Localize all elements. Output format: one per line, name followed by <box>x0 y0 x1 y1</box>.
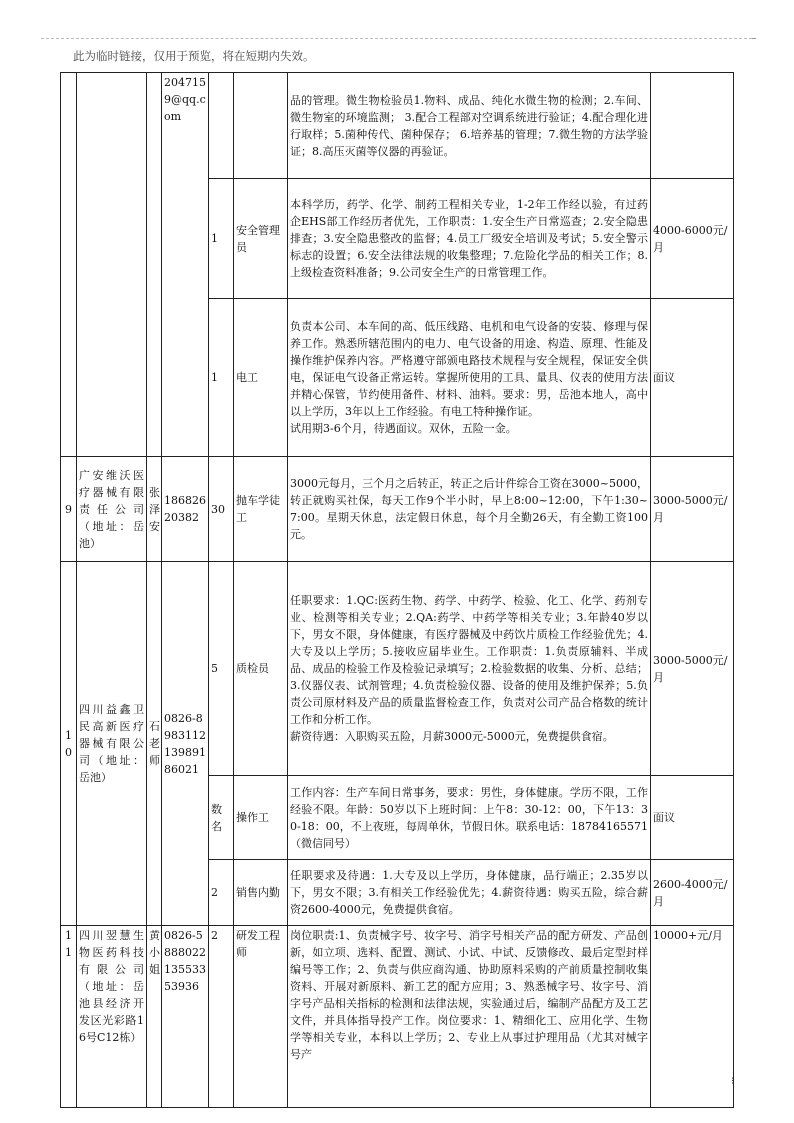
headcount-cell: 2 <box>209 926 234 1108</box>
row-number-cell: 9 <box>61 457 77 562</box>
requirements-text: 任职要求：1.QC:医药生物、药学、中药学、检验、化工、化学、药剂专业、检测等相关专业；2.QA:药学、中药学等相关专业；3.年龄40岁以下，男女不限，身体健康，有医疗器械及中药饮片质检工作经验优先；4.大专及以上学历；5.接收应届毕业生。工作职责：1.负责原辅料、半成品、成品的检验工作及检验记录填写；2.检验数据的收集、分析、总结；3.仪器仪表、试剂管理；4.负责检验仪器、设备的使用及维护保养；5.负责公司原材料及产品的质量监督检查工作，负责对公司产品合格数的统计工作和分析工作。 <box>290 594 648 726</box>
requirements-extra: 薪资待遇：入职购买五险，月薪3000元-5000元，免费提供食宿。 <box>290 730 614 743</box>
contact-phone-cell: 0826-8 983112 139891 86021 <box>162 562 209 926</box>
contact-email: 204715 9@qq.c om <box>164 76 206 123</box>
page-corner-mark <box>752 38 756 45</box>
salary-cell <box>651 73 734 179</box>
company-cell: 四川翌慧生物医药科技有限公司（地址：岳池县经济开发区光彩路16号C12栋） <box>77 926 147 1108</box>
page-edge-mark: ⁝ <box>731 1076 735 1087</box>
requirements-cell: 3000元每月，三个月之后转正，转正之后计件综合工资在3000~5000，转正就购买社保，每天工作9个半小时，早上8:00~12:00，下午1:30~7:00。星期天休息，法定假日休息，每个月全勤26天，有全勤工资100元。 <box>288 457 651 562</box>
company-cell: 广安维沃医疗器械有限责任公司（地址：岳池） <box>77 457 147 562</box>
position-cell: 质检员 <box>234 562 288 776</box>
requirements-cell: 工作内容：生产车间日常事务，要求：男性，身体健康。学历不限，工作经验不限。年龄：50岁以下上班时间：上午8：30-12：00，下午13：30-18：00，不上夜班，每周单休，节假日休。联系电话：18784165571（微信同号） <box>288 776 651 860</box>
salary-cell: 面议 <box>651 299 734 457</box>
salary-cell: 3000-5000元/月 <box>651 562 734 776</box>
salary-cell: 10000+元/月 <box>651 926 734 1108</box>
contact-person-cell: 张泽安 <box>147 457 162 562</box>
headcount-cell <box>209 73 234 179</box>
salary-cell: 2600-4000元/月 <box>651 860 734 926</box>
requirements-extra: 试用期3-6个月，待遇面议。双休，五险一金。 <box>290 422 517 435</box>
requirements-cell <box>288 299 651 457</box>
requirements-cell: 岗位职责:1、负责械字号、妆字号、消字号相关产品的配方研发、产品创新，如立项、选料、配置、测试、小试、中试、反馈修改、最后定型封样编号等工作；2、负责与供应商沟通、协助原料采购的产前质量控制收集资料、开展对新原料、新工艺的配方应用；3、熟悉械字号、妆字号、消字号产品相关指标的检测和法律法规，实验通过后，编制产品配方及工艺文件，并具体指导投产工作。岗位要求：1、精细化工、应用化学、生物学等相关专业，本科以上学历；2、专业上从事过护理用品（尤其对械字号产 <box>288 926 651 1108</box>
headcount-cell: 1 <box>209 179 234 299</box>
row-number-cell <box>61 73 77 457</box>
table-row <box>61 73 734 179</box>
contact-person-cell <box>147 73 162 457</box>
company-cell: 四川益鑫卫民高新医疗器械有限公司（地址：岳池） <box>77 562 147 926</box>
contact-person-cell: 黄小姐 <box>147 926 162 1108</box>
position-cell: 安全管理员 <box>234 179 288 299</box>
position-cell: 操作工 <box>234 776 288 860</box>
headcount-cell: 1 <box>209 299 234 457</box>
job-listings-table <box>60 72 734 1108</box>
salary-cell: 4000-6000元/月 <box>651 179 734 299</box>
headcount-cell: 2 <box>209 860 234 926</box>
requirements-cell: 本科学历，药学、化学、制药工程相关专业，1-2年工作经以验，有过药企EHS部工作经历者优先，工作职责：1.安全生产日常巡查；2.安全隐患排查；3.安全隐患整改的监督；4.员工厂级安全培训及考试；5.安全警示标志的设置；6.安全法律法规的收集整理；7.危险化学品的相关工作；8.上级检查资料准备；9.公司安全生产的日常管理工作。 <box>288 179 651 299</box>
headcount-cell: 30 <box>209 457 234 562</box>
requirements-text: 负责本公司、本车间的高、低压线路、电机和电气设备的安装、修理与保养工作。熟悉所辖范围内的电力、电气设备的用途、构造、原理、性能及操作维护保养内容。严格遵守部颁电路技术规程与安全规程，保证安全供电，保证电气设备正常运转。掌握所使用的工具、量具、仪表的使用方法并精心保管，节约使用备件、材料、油料。要求：男，岳池本地人，高中以上学历，3年以上工作经验。有电工特种操作证。 <box>290 320 648 418</box>
position-cell: 研发工程师 <box>234 926 288 1108</box>
table-row <box>61 926 734 1108</box>
table-row <box>61 562 734 776</box>
contact-phone-cell: 0826-5 888022 135533 53936 <box>162 926 209 1108</box>
salary-cell: 3000-5000元/月 <box>651 457 734 562</box>
row-number-cell: 11 <box>61 926 77 1108</box>
position-cell: 电工 <box>234 299 288 457</box>
table-row <box>61 457 734 562</box>
requirements-cell: 任职要求及待遇：1.大专及以上学历，身体健康，品行端正；2.35岁以下，男女不限；3.有相关工作经验优先；4.薪资待遇：购买五险，综合薪资2600-4000元，免费提供食宿。 <box>288 860 651 926</box>
salary-cell: 面议 <box>651 776 734 860</box>
contact-person-cell: 石老师 <box>147 562 162 926</box>
row-number-cell: 10 <box>61 562 77 926</box>
company-cell <box>77 73 147 457</box>
headcount-cell: 数名 <box>209 776 234 860</box>
temporary-link-notice: 此为临时链接，仅用于预览，将在短期内失效。 <box>41 38 752 72</box>
contact-phone-cell: 186826 20382 <box>162 457 209 562</box>
position-cell <box>234 73 288 179</box>
requirements-cell: 品的管理。微生物检验员1.物料、成品、纯化水微生物的检测；2.车间、微生物室的环境监测； 3.配合工程部对空调系统进行验证；4.配合理化进行取样；5.菌种传代、菌种保存； 6.培养基的管理；7.微生物的方法学验证；8.高压灭菌等仪器的再验证。 <box>288 73 651 179</box>
requirements-cell <box>288 562 651 776</box>
headcount-cell: 5 <box>209 562 234 776</box>
position-cell: 抛车学徒工 <box>234 457 288 562</box>
contact-phone-cell <box>162 73 209 457</box>
position-cell: 销售内勤 <box>234 860 288 926</box>
